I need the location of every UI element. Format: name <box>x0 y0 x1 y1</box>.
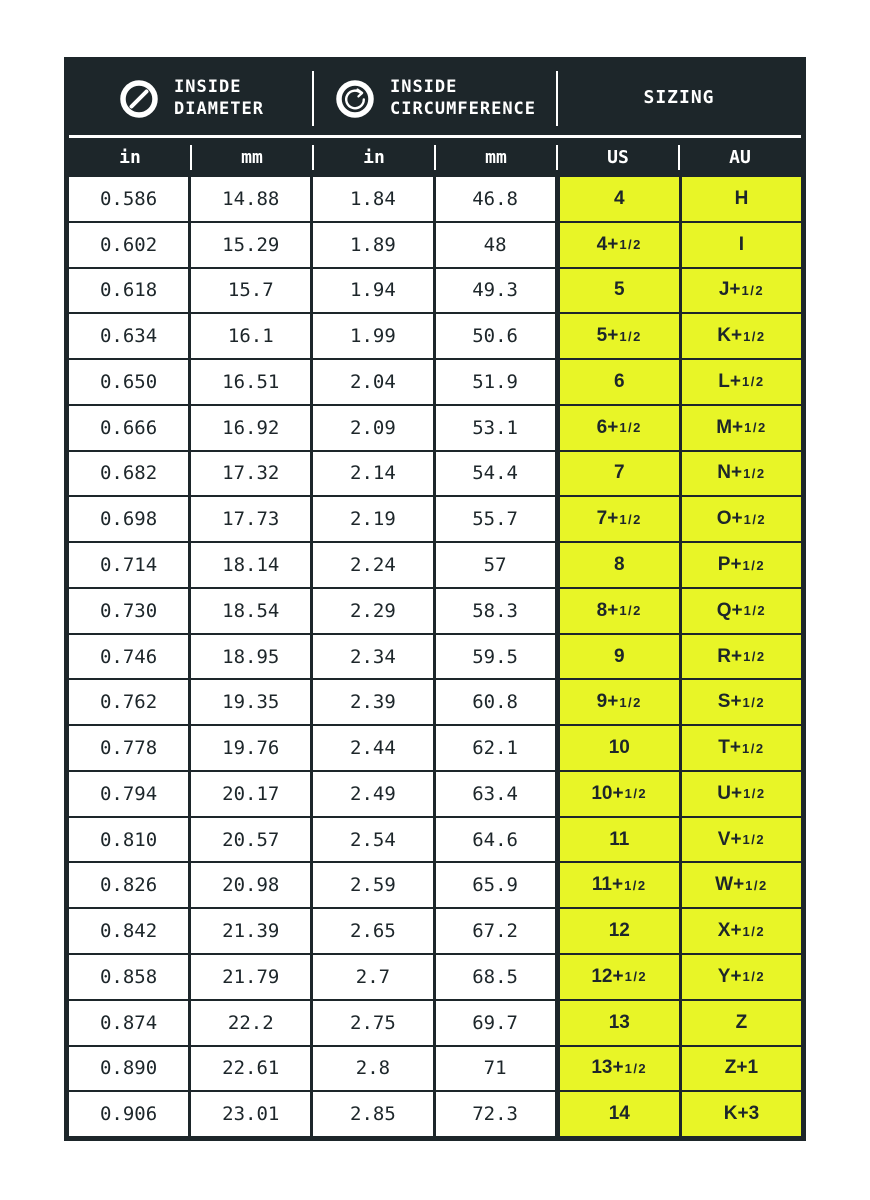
diameter-mm-cell: 15.29 <box>191 223 313 267</box>
circumference-in-cell: 2.7 <box>313 955 435 999</box>
circumference-in-cell: 2.39 <box>313 680 435 724</box>
au-size-cell: N+ 1/2 <box>682 452 801 496</box>
circumference-mm-cell: 50.6 <box>436 314 560 358</box>
diameter-in-cell: 0.586 <box>69 177 191 221</box>
column-header-diameter-in: in <box>119 147 141 168</box>
circumference-mm-cell: 58.3 <box>436 589 560 633</box>
us-size-cell: 8+ 1/2 <box>560 589 682 633</box>
circumference-mm-cell: 68.5 <box>436 955 560 999</box>
column-header-circumference-mm: mm <box>435 138 557 177</box>
diameter-in-cell: 0.746 <box>69 635 191 679</box>
au-size-cell: K+3 <box>682 1092 801 1136</box>
diameter-mm-cell: 23.01 <box>191 1092 313 1136</box>
us-size-cell: 11 <box>560 818 682 862</box>
table-row <box>69 818 801 864</box>
table-row <box>69 543 801 589</box>
header-line1: INSIDE <box>174 77 242 98</box>
diameter-mm-cell: 18.95 <box>191 635 313 679</box>
diameter-mm-cell: 21.39 <box>191 909 313 953</box>
circumference-mm-cell: 64.6 <box>436 818 560 862</box>
circumference-mm-cell: 72.3 <box>436 1092 560 1136</box>
table-row <box>69 406 801 452</box>
header-group-inside-circumference <box>313 62 557 135</box>
header-label-inside-circumference <box>390 77 536 120</box>
table-header <box>69 62 801 135</box>
diameter-in-cell: 0.602 <box>69 223 191 267</box>
au-size-cell: Q+ 1/2 <box>682 589 801 633</box>
diameter-in-cell: 0.762 <box>69 680 191 724</box>
diameter-in-cell: 0.778 <box>69 726 191 770</box>
diameter-mm-cell: 21.79 <box>191 955 313 999</box>
circumference-in-cell: 2.24 <box>313 543 435 587</box>
circumference-mm-cell: 62.1 <box>436 726 560 770</box>
us-size-cell: 14 <box>560 1092 682 1136</box>
au-size-cell: Z+1 <box>682 1047 801 1091</box>
table-row <box>69 1001 801 1047</box>
diameter-mm-cell: 22.2 <box>191 1001 313 1045</box>
table-row <box>69 1092 801 1136</box>
circumference-mm-cell: 46.8 <box>436 177 560 221</box>
diameter-mm-cell: 19.35 <box>191 680 313 724</box>
us-size-cell: 10 <box>560 726 682 770</box>
us-size-cell: 9+ 1/2 <box>560 680 682 724</box>
table-row <box>69 955 801 1001</box>
table-row <box>69 177 801 223</box>
circumference-in-cell: 1.84 <box>313 177 435 221</box>
circumference-in-cell: 2.19 <box>313 497 435 541</box>
circumference-in-cell: 2.34 <box>313 635 435 679</box>
table-row <box>69 772 801 818</box>
circumference-in-cell: 2.49 <box>313 772 435 816</box>
header-line2: CIRCUMFERENCE <box>389 98 537 119</box>
diameter-in-cell: 0.618 <box>69 269 191 313</box>
circumference-mm-cell: 59.5 <box>436 635 560 679</box>
circumference-in-cell: 1.94 <box>313 269 435 313</box>
circumference-icon <box>334 78 376 120</box>
header-group-sizing <box>557 62 801 135</box>
table-body <box>69 177 801 1136</box>
diameter-in-cell: 0.730 <box>69 589 191 633</box>
diameter-mm-cell: 16.1 <box>191 314 313 358</box>
circumference-in-cell: 1.99 <box>313 314 435 358</box>
table-row <box>69 223 801 269</box>
circumference-in-cell: 2.29 <box>313 589 435 633</box>
circumference-mm-cell: 48 <box>436 223 560 267</box>
circumference-in-cell: 2.09 <box>313 406 435 450</box>
table-row <box>69 497 801 543</box>
header-group-inside-diameter <box>69 62 313 135</box>
circumference-in-cell: 2.65 <box>313 909 435 953</box>
au-size-cell: O+ 1/2 <box>682 497 801 541</box>
table-row <box>69 452 801 498</box>
diameter-mm-cell: 16.51 <box>191 360 313 404</box>
circumference-in-cell: 2.59 <box>313 863 435 907</box>
column-header-row <box>69 138 801 177</box>
diameter-mm-cell: 18.54 <box>191 589 313 633</box>
circumference-in-cell: 2.54 <box>313 818 435 862</box>
diameter-in-cell: 0.666 <box>69 406 191 450</box>
circumference-in-cell: 2.44 <box>313 726 435 770</box>
diameter-mm-cell: 15.7 <box>191 269 313 313</box>
au-size-cell: R+ 1/2 <box>682 635 801 679</box>
circumference-in-cell: 2.14 <box>313 452 435 496</box>
circumference-mm-cell: 69.7 <box>436 1001 560 1045</box>
au-size-cell: K+ 1/2 <box>682 314 801 358</box>
diameter-in-cell: 0.842 <box>69 909 191 953</box>
circumference-mm-cell: 51.9 <box>436 360 560 404</box>
circumference-mm-cell: 54.4 <box>436 452 560 496</box>
table-row <box>69 1047 801 1093</box>
table-row <box>69 909 801 955</box>
us-size-cell: 12 <box>560 909 682 953</box>
diameter-in-cell: 0.906 <box>69 1092 191 1136</box>
table-row <box>69 360 801 406</box>
header-label-sizing: SIZING <box>643 87 715 109</box>
table-row <box>69 589 801 635</box>
table-row <box>69 863 801 909</box>
table-row <box>69 726 801 772</box>
diameter-mm-cell: 19.76 <box>191 726 313 770</box>
diameter-mm-cell: 18.14 <box>191 543 313 587</box>
au-size-cell: W+ 1/2 <box>682 863 801 907</box>
diameter-mm-cell: 20.17 <box>191 772 313 816</box>
diameter-icon <box>118 78 160 120</box>
us-size-cell: 10+ 1/2 <box>560 772 682 816</box>
au-size-cell: Y+ 1/2 <box>682 955 801 999</box>
us-size-cell: 5 <box>560 269 682 313</box>
circumference-in-cell: 1.89 <box>313 223 435 267</box>
us-size-cell: 7 <box>560 452 682 496</box>
header-line2: DIAMETER <box>174 98 264 119</box>
diameter-in-cell: 0.794 <box>69 772 191 816</box>
diameter-in-cell: 0.890 <box>69 1047 191 1091</box>
diameter-mm-cell: 22.61 <box>191 1047 313 1091</box>
header-line1: INSIDE <box>389 77 458 98</box>
table-row <box>69 635 801 681</box>
diameter-in-cell: 0.650 <box>69 360 191 404</box>
diameter-mm-cell: 20.98 <box>191 863 313 907</box>
us-size-cell: 8 <box>560 543 682 587</box>
diameter-mm-cell: 16.92 <box>191 406 313 450</box>
diameter-in-cell: 0.698 <box>69 497 191 541</box>
diameter-in-cell: 0.714 <box>69 543 191 587</box>
au-size-cell: T+ 1/2 <box>682 726 801 770</box>
au-size-cell: Z <box>682 1001 801 1045</box>
column-header-au-size: AU <box>679 138 801 177</box>
us-size-cell: 13+ 1/2 <box>560 1047 682 1091</box>
diameter-in-cell: 0.874 <box>69 1001 191 1045</box>
table-row <box>69 269 801 315</box>
us-size-cell: 13 <box>560 1001 682 1045</box>
circumference-mm-cell: 53.1 <box>436 406 560 450</box>
au-size-cell: U+ 1/2 <box>682 772 801 816</box>
circumference-mm-cell: 55.7 <box>436 497 560 541</box>
circumference-in-cell: 2.8 <box>313 1047 435 1091</box>
column-header-us-size: US <box>557 138 679 177</box>
diameter-in-cell: 0.634 <box>69 314 191 358</box>
table-row <box>69 680 801 726</box>
header-label-inside-diameter <box>174 77 264 120</box>
ring-size-table <box>64 57 806 1141</box>
circumference-mm-cell: 67.2 <box>436 909 560 953</box>
column-header-diameter-mm: mm <box>191 138 313 177</box>
circumference-mm-cell: 63.4 <box>436 772 560 816</box>
diameter-mm-cell: 17.32 <box>191 452 313 496</box>
circumference-mm-cell: 57 <box>436 543 560 587</box>
us-size-cell: 5+ 1/2 <box>560 314 682 358</box>
diameter-in-cell: 0.810 <box>69 818 191 862</box>
table-row <box>69 314 801 360</box>
au-size-cell: V+ 1/2 <box>682 818 801 862</box>
us-size-cell: 4 <box>560 177 682 221</box>
diameter-mm-cell: 20.57 <box>191 818 313 862</box>
circumference-in-cell: 2.04 <box>313 360 435 404</box>
us-size-cell: 6+ 1/2 <box>560 406 682 450</box>
diameter-in-cell: 0.682 <box>69 452 191 496</box>
au-size-cell: P+ 1/2 <box>682 543 801 587</box>
us-size-cell: 12+ 1/2 <box>560 955 682 999</box>
circumference-mm-cell: 49.3 <box>436 269 560 313</box>
au-size-cell: I <box>682 223 801 267</box>
diameter-in-cell: 0.858 <box>69 955 191 999</box>
us-size-cell: 4+ 1/2 <box>560 223 682 267</box>
circumference-in-cell: 2.85 <box>313 1092 435 1136</box>
circumference-mm-cell: 71 <box>436 1047 560 1091</box>
us-size-cell: 9 <box>560 635 682 679</box>
au-size-cell: J+ 1/2 <box>682 269 801 313</box>
circumference-mm-cell: 60.8 <box>436 680 560 724</box>
au-size-cell: H <box>682 177 801 221</box>
us-size-cell: 11+ 1/2 <box>560 863 682 907</box>
diameter-mm-cell: 17.73 <box>191 497 313 541</box>
us-size-cell: 6 <box>560 360 682 404</box>
au-size-cell: M+ 1/2 <box>682 406 801 450</box>
diameter-in-cell: 0.826 <box>69 863 191 907</box>
us-size-cell: 7+ 1/2 <box>560 497 682 541</box>
au-size-cell: S+ 1/2 <box>682 680 801 724</box>
circumference-mm-cell: 65.9 <box>436 863 560 907</box>
au-size-cell: X+ 1/2 <box>682 909 801 953</box>
column-header-circumference-in: in <box>313 138 435 177</box>
au-size-cell: L+ 1/2 <box>682 360 801 404</box>
circumference-in-cell: 2.75 <box>313 1001 435 1045</box>
diameter-mm-cell: 14.88 <box>191 177 313 221</box>
